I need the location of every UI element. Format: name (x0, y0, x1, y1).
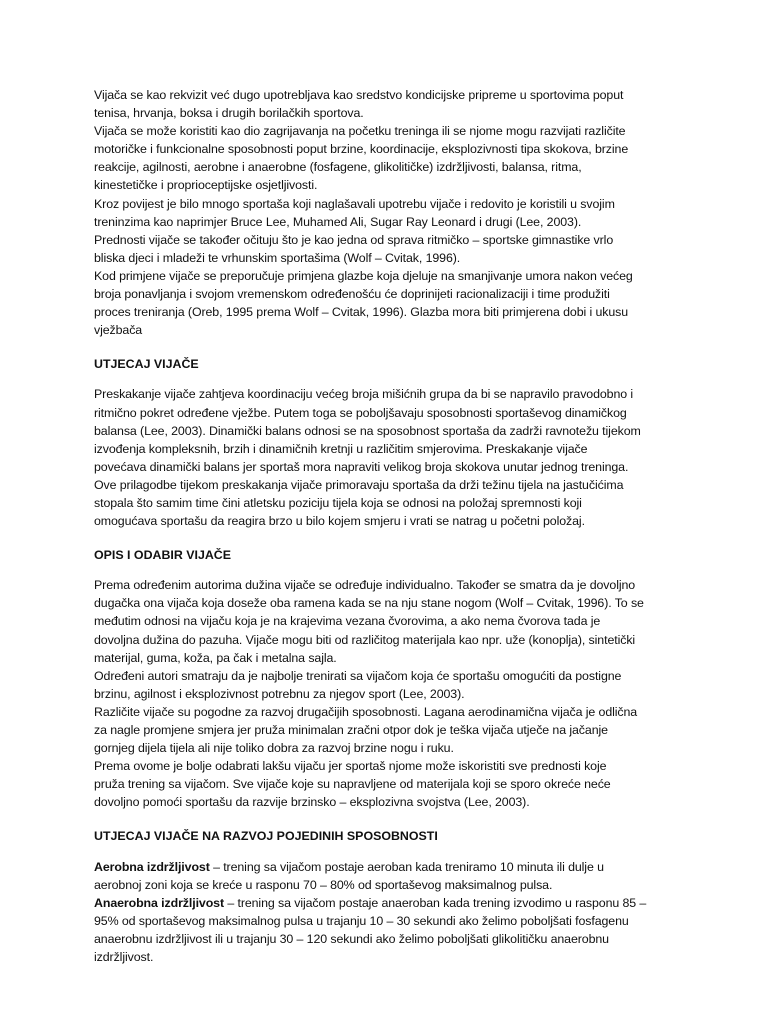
utjecaj-vijace-paragraph: Preskakanje vijače zahtjeva koordinaciju većeg broja mišićnih grupa da bi se napravilo pravodobno i ritmično pokret određene vježbe. Putem toga se poboljšavaju sposobnosti sportaševog dinamičkog balansa (Lee, 2003). Dinamički balans odnosi se na sposobnost sportaša da zadrži ravnotežu tijekom izvođenja kompleksnih, brzih i dinamičnih kretnji u različitim smjerovima. Preskakanje vijače povećava dinamički balans jer sportaš mora napraviti velikog broja skokova unutar jednog treninga. Ove prilagodbe tijekom preskakanja vijače primoravaju sportaša da drži težinu tijela na jastučićima stopala što samim time čini atletsku poziciju tijela koja se odnosi na položaj spremnosti koji omogućava sportašu da reagira brzo u bilo kojem smjeru i vrati se natrag u početni položaj. (94, 387, 641, 529)
anaerobic-endurance-label: Anaerobna izdržljivost (94, 895, 224, 910)
anaerobic-endurance-text: – trening sa vijačom postaje anaeroban kada trening izvodimo u rasponu 85 – 95% od sportaševog maksimalnog pulsa u trajanju 10 – 30 sekundi ako želimo poboljšati fosfagenu anaerobnu izdržljivost ili u trajanju 30 – 120 sekundi ako želimo poboljšati glikolitičku anaerobnu izdržljivost. (94, 895, 647, 965)
aerobic-endurance-label: Aerobna izdržljivost (94, 859, 210, 874)
heading-utjecaj-vijace: UTJECAJ VIJAČE (94, 357, 199, 372)
heading-razvoj-sposobnosti: UTJECAJ VIJAČE NA RAZVOJ POJEDINIH SPOSOBNOSTI (94, 829, 438, 844)
intro-paragraph: Vijača se kao rekvizit već dugo upotrebljava kao sredstvo kondicijske pripreme u sportovima poput tenisa, hrvanja, boksa i drugih borilačkih sportova. Vijača se može koristiti kao dio zagrijavanja na početku treninga ili se njome mogu razvijati različite motoričke i funkcionalne sposobnosti poput brzine, koordinacije, eksplozivnosti tipa skokova, brzine reakcije, agilnosti, aerobne i anaerobne (fosfagene, glikolitičke) izdržljivosti, balansa, ritma, kinestetičke i proprioceptijske osjetljivosti. Kroz povijest je bilo mnogo sportaša koji naglašavali upotrebu vijače i redovito je koristili u svojim treninzima kao naprimjer Bruce Lee, Muhamed Ali, Sugar Ray Leonard i drugi (Lee, 2003). Prednosti vijače se također očituju što je kao jedna od sprava ritmičko – sportske gimnastike vrlo bliska djeci i mladeži te vrhunskim sportašima (Wolf – Cvitak, 1996). Kod primjene vijače se preporučuje primjena glazbe koja djeluje na smanjivanje umora nakon većeg broja ponavljanja i svojom vremenskom određenošću će doprinijeti racionalizaciji i time produžiti proces treniranja (Oreb, 1995 prema Wolf – Cvitak, 1996). Glazba mora biti primjerena dobi i ukusu vježbača (94, 88, 633, 338)
opis-i-odabir-paragraph: Prema određenim autorima dužina vijače se određuje individualno. Također se smatra da je dovoljno dugačka ona vijača koja doseže oba ramena kada se na nju stane nogom (Wolf – Cvitak, 1996). To se međutim odnosi na vijaču koja je na krajevima vezana čvorovima, a ako nema čvorova tada je dovoljna dužina do pazuha. Vijače mogu biti od različitog materijala kao npr. uže (konoplja), sintetički materijal, guma, koža, pa čak i metalna sajla. Određeni autori smatraju da je najbolje trenirati sa vijačom koja će sportašu omogućiti da postigne brzinu, agilnost i eksplozivnost potrebnu za njegov sport (Lee, 2003). Različite vijače su pogodne za razvoj drugačijih sposobnosti. Lagana aerodinamična vijača je odlična za nagle promjene smjera jer pruža minimalan zračni otpor dok je teška vijača utječe na jačanje gornjeg dijela tijela ali nije toliko dobra za razvoj brzine nogu i ruku. Prema ovome je bolje odabrati lakšu vijaču jer sportaš njome može iskoristiti sve prednosti koje pruža trening sa vijačom. Sve vijače koje su napravljene od materijala koji se sporo okreće neće dovoljno pomoći sportašu da razvije brzinsko – eksplozivna svojstva (Lee, 2003). (94, 578, 644, 810)
heading-opis-i-odabir: OPIS I ODABIR VIJAČE (94, 548, 232, 563)
aerobic-endurance-paragraph (94, 858, 688, 894)
anaerobic-endurance-paragraph (94, 894, 688, 966)
aerobic-endurance-text: – trening sa vijačom postaje aeroban kada treniramo 10 minuta ili dulje u aerobnoj zoni koja se kreće u rasponu 70 – 80% od sportaševog maksimalnog pulsa. (94, 859, 604, 892)
